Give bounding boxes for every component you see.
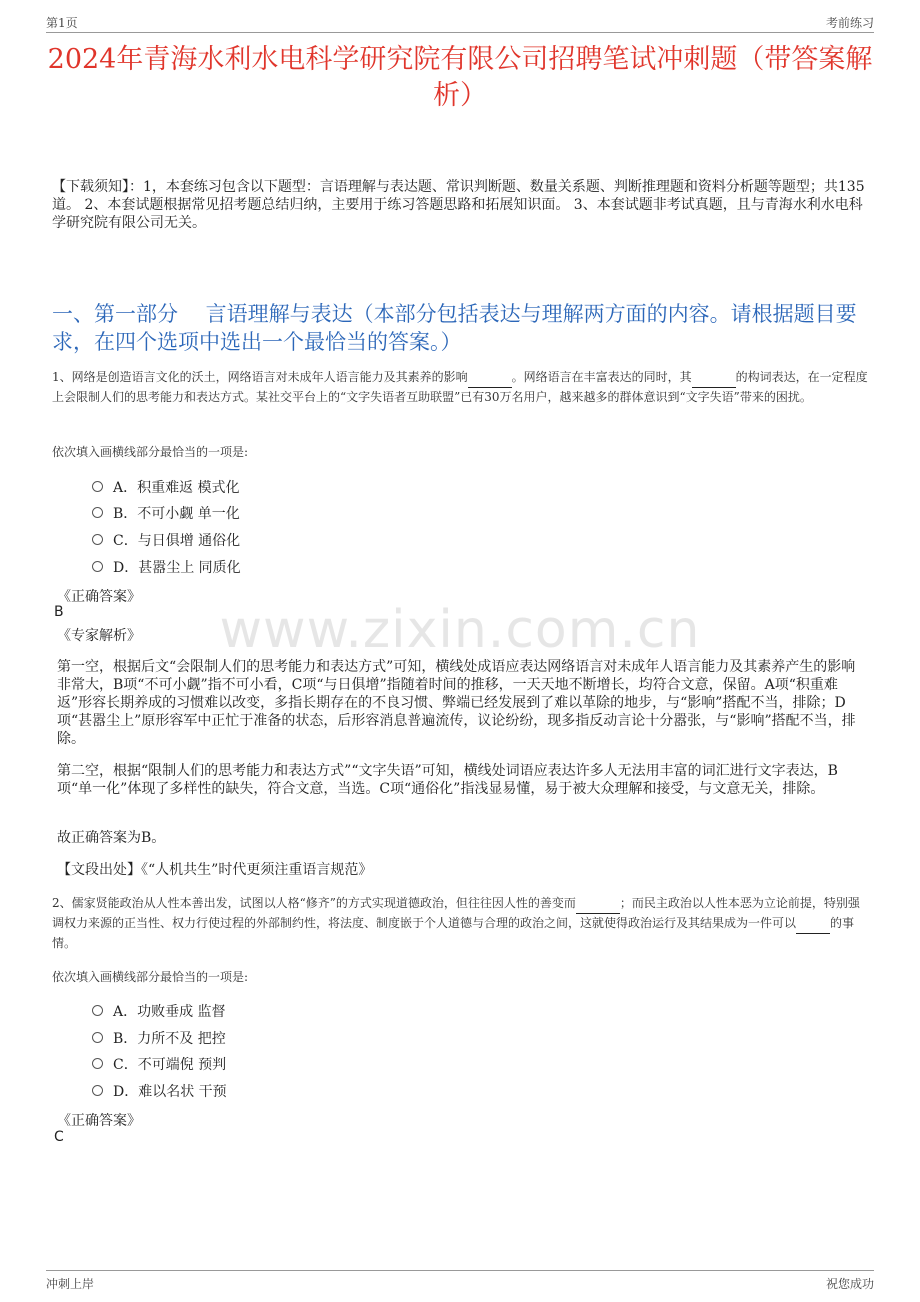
source-citation: 【文段出处】《“人机共生”时代更须注重语言规范》 bbox=[57, 862, 373, 878]
radio-icon[interactable] bbox=[92, 1032, 103, 1043]
blank-1 bbox=[576, 894, 620, 914]
radio-icon[interactable] bbox=[92, 1058, 103, 1069]
question-2-lead: 依次填入画横线部分最恰当的一项是: bbox=[52, 970, 249, 984]
correct-answer: B bbox=[54, 604, 64, 620]
radio-icon[interactable] bbox=[92, 1085, 103, 1096]
question-2-option-c[interactable]: C．不可端倪 预判 bbox=[92, 1054, 226, 1074]
correct-answer: C bbox=[54, 1129, 64, 1145]
radio-icon[interactable] bbox=[92, 534, 103, 545]
question-2-option-b[interactable]: B．力所不及 把控 bbox=[92, 1028, 226, 1048]
question-2-option-d[interactable]: D．难以名状 干预 bbox=[92, 1081, 227, 1101]
analysis-paragraph-2: 第二空，根据“限制人们的思考能力和表达方式”“文字失语”可知，横线处词语应表达许多人无法用丰富的词汇进行文字表达，B项“单一化”体现了多样性的缺失，符合文意，当选。C项“通俗化”指浅显易懂，易于被大众理解和接受，与文意无关，排除。 bbox=[57, 763, 838, 797]
radio-icon[interactable] bbox=[92, 1005, 103, 1016]
question-1-option-b[interactable]: B．不可小觑 单一化 bbox=[92, 503, 240, 523]
question-1-lead: 依次填入画横线部分最恰当的一项是: bbox=[52, 445, 249, 459]
download-notice: 【下载须知】：1，本套练习包含以下题型：言语理解与表达题、常识判断题、数量关系题、判断推理题和资料分析题等题型；共135道。 2、本套试题根据常见招考题总结归纳，主要用于练习答题思路和拓展知识面。 3、本套试题非考试真题，且与青海水利水电科学研究院有限公司无关。 bbox=[52, 179, 865, 231]
answer-label: 《正确答案》 bbox=[57, 589, 141, 605]
watermark: www.zixin.com.cn bbox=[219, 600, 701, 660]
question-2-stem: 2、儒家贤能政治从人性本善出发，试图以人格“修齐”的方式实现道德政治，但往往因人性的善变而 ；而民主政治以人性本恶为立论前提，特别强调权力来源的正当性、权力行使过程的外部制约性，将法度、制度嵌于个人道德与合理的政治之间，这就使得政治运行及其结果成为一件可以 的事情。 bbox=[52, 896, 860, 950]
question-1-option-a[interactable]: A．积重难返 模式化 bbox=[92, 477, 240, 497]
radio-icon[interactable] bbox=[92, 507, 103, 518]
footer-right-text: 祝您成功 bbox=[825, 1277, 874, 1291]
question-2-option-a[interactable]: A．功败垂成 监督 bbox=[92, 1001, 226, 1021]
radio-icon[interactable] bbox=[92, 561, 103, 572]
document-title: 2024年青海水利水电科学研究院有限公司招聘笔试冲刺题（带答案解析） bbox=[47, 44, 873, 111]
section-title: 一、第一部分 言语理解与表达（本部分包括表达与理解两方面的内容。请根据题目要求，在四个选项中选出一个最恰当的答案。） bbox=[52, 302, 857, 354]
page-number: 第1页 bbox=[46, 16, 78, 30]
question-1-stem: 1、网络是创造语言文化的沃土，网络语言对未成年人语言能力及其素养的影响 。网络语言在丰富表达的同时，其 的构词表达，在一定程度上会限制人们的思考能力和表达方式。某社交平台上的“文字失语者互助联盟”已有30万名用户，越来越多的群体意识到“文字失语”带来的困扰。 bbox=[52, 370, 868, 404]
answer-label: 《正确答案》 bbox=[57, 1113, 141, 1129]
blank-2 bbox=[796, 914, 830, 934]
page-footer bbox=[46, 1270, 874, 1291]
header-tag: 考前练习 bbox=[825, 16, 874, 30]
analysis-conclusion: 故正确答案为B。 bbox=[57, 830, 166, 846]
question-1-option-d[interactable]: D．甚嚣尘上 同质化 bbox=[92, 557, 241, 577]
question-1-option-c[interactable]: C．与日俱增 通俗化 bbox=[92, 530, 240, 550]
radio-icon[interactable] bbox=[92, 481, 103, 492]
blank-1 bbox=[468, 368, 512, 388]
analysis-label: 《专家解析》 bbox=[57, 628, 141, 644]
analysis-paragraph-1: 第一空，根据后文“会限制人们的思考能力和表达方式”可知，横线处成语应表达网络语言对未成年人语言能力及其素养产生的影响非常大，B项“不可小觑”指不可小看，C项“与日俱增”指随着时间的推移，一天天地不断增长，均符合文意，保留。A项“积重难返”形容长期养成的习惯难以改变，多指长期存在的不良习惯、弊端已经发展到了难以革除的地步，与“影响”搭配不当，排除；D项“甚嚣尘上”原形容军中正忙于准备的状态，后形容消息普遍流传，议论纷纷，现多指反动言论十分嚣张，与“影响”搭配不当，排除。 bbox=[57, 659, 856, 747]
blank-2 bbox=[692, 368, 736, 388]
footer-left-text: 冲刺上岸 bbox=[46, 1277, 95, 1291]
page-header bbox=[46, 14, 874, 33]
